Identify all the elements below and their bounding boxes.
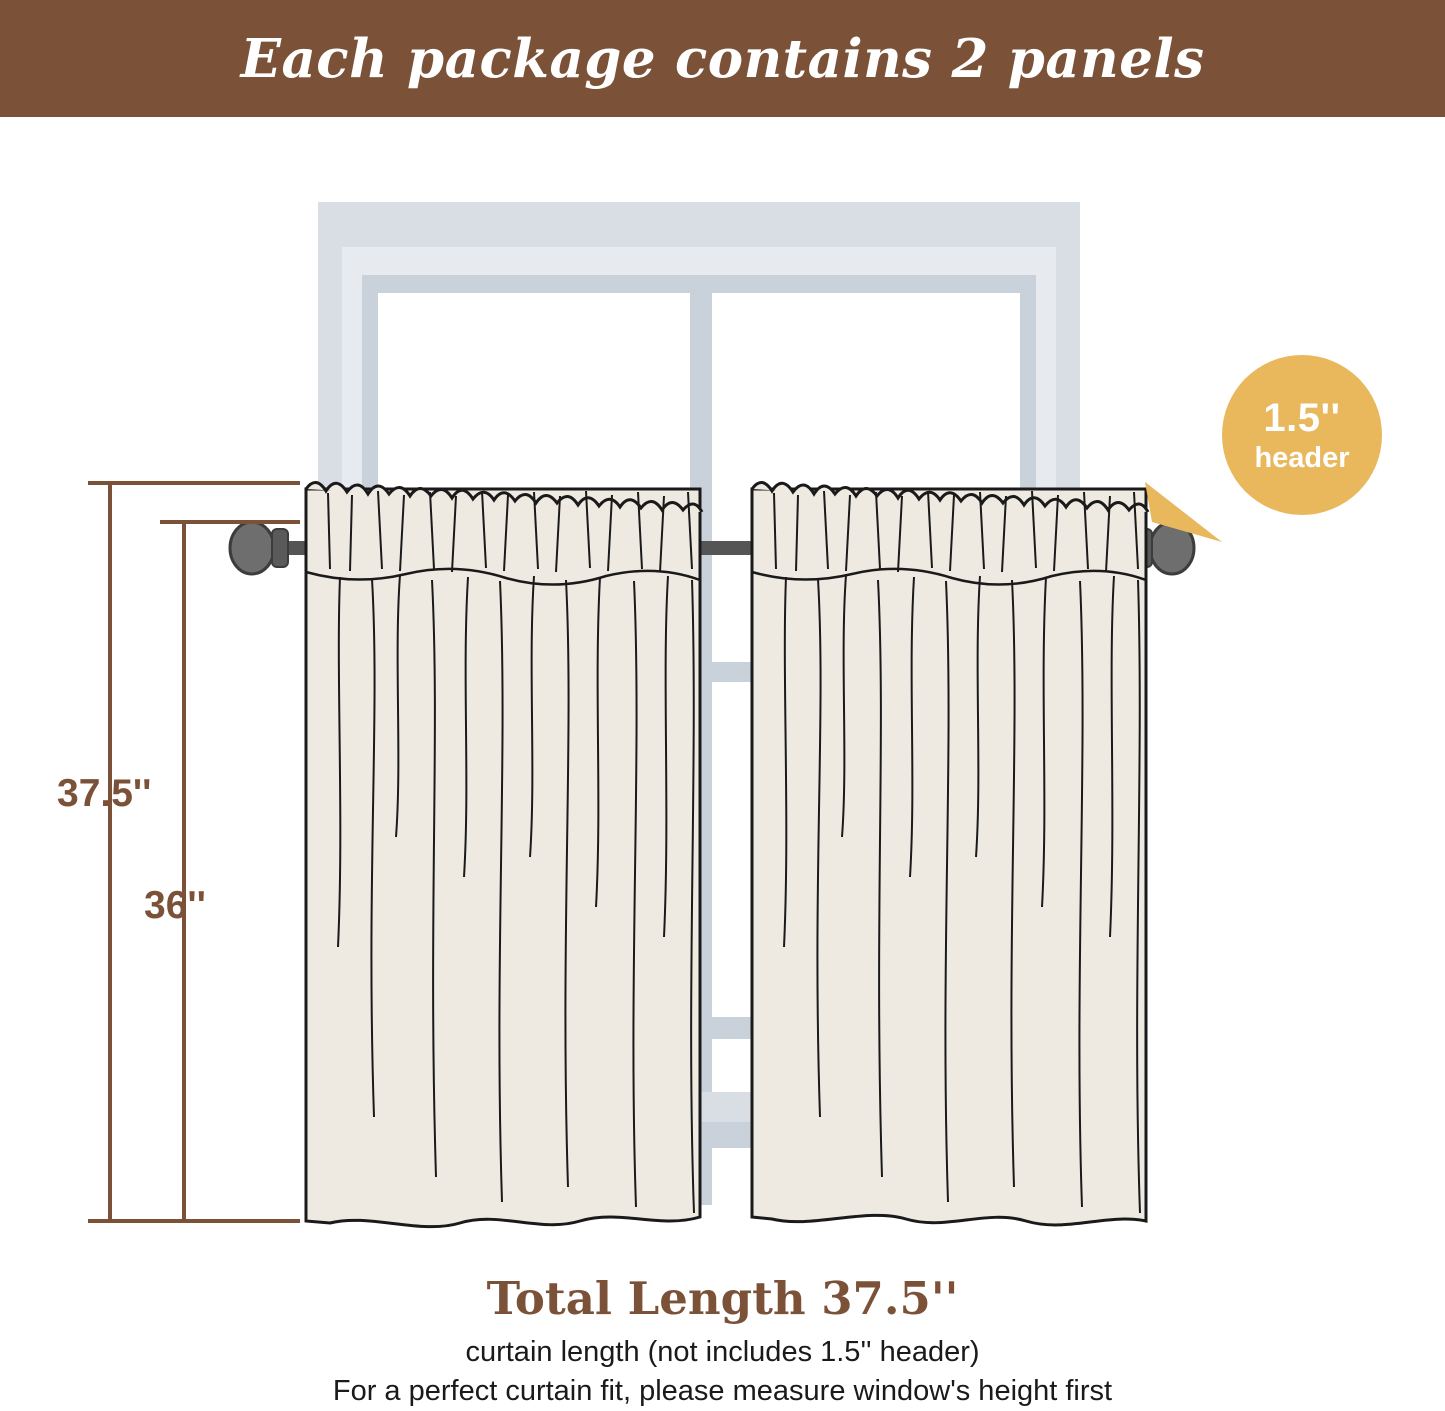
callout-measure: 1.5'' xyxy=(1263,395,1341,440)
header-banner xyxy=(0,0,1445,117)
callout-label: header xyxy=(1254,441,1350,474)
banner-title: Each package contains 2 panels xyxy=(240,27,1205,90)
dimension-line-total xyxy=(88,483,300,1221)
header-size-callout xyxy=(1222,355,1382,515)
right-curtain-panel xyxy=(752,482,1148,1224)
footer-note-1: curtain length (not includes 1.5'' header) xyxy=(465,1336,980,1368)
dimension-line-curtain xyxy=(160,522,300,1221)
footer-note-2: For a perfect curtain fit, please measure window's height first xyxy=(332,1375,1113,1408)
left-curtain-panel xyxy=(306,482,702,1226)
footer-text-block xyxy=(0,1272,1445,1411)
dimension-label-total-length: 37.5'' xyxy=(57,772,152,815)
footer-title: Total Length 37.5'' xyxy=(486,1272,959,1325)
curtain-diagram xyxy=(0,117,1445,1267)
diagram-svg xyxy=(0,117,1445,1267)
dimension-label-curtain-length: 36'' xyxy=(144,884,206,927)
